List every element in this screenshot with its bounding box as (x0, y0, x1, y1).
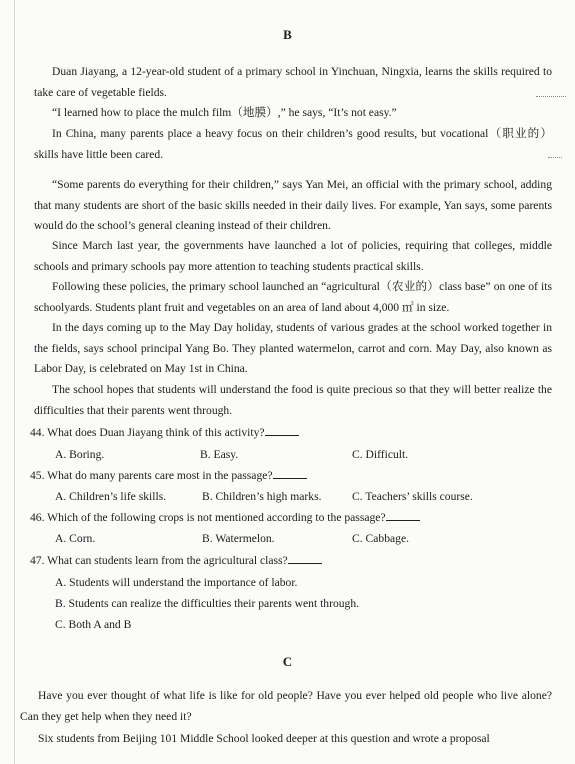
passage-b-paragraph-2: “I learned how to place the mulch film（地膜）,” he says, “It’s not easy.” (52, 106, 397, 119)
option-44-b: B. Easy. (200, 448, 239, 461)
question-46 (30, 510, 420, 526)
passage-c-paragraph-1: Have you ever thought of what life is like for old people? Have you ever helped old people who live alone? Can they get help when they need it? (20, 689, 552, 723)
margin-scribble (548, 157, 562, 159)
passage-b-paragraph-7: In the days coming up to the May Day holiday, students of various grades at the school worked together in the fields, says school principal Yang Bo. They planted watermelon, carrot and corn. May Day, also known as Labor Day, is celebrated on May 1st in China. (34, 321, 552, 375)
option-45-c: C. Teachers’ skills course. (352, 490, 473, 503)
question-45 (30, 468, 307, 484)
option-46-a: A. Corn. (55, 532, 96, 545)
option-47-b: B. Students can realize the difficulties their parents went through. (55, 597, 360, 610)
passage-b-paragraph-6: Following these policies, the primary school launched an “agricultural（农业的）class base” on one of its schoolyards. Students plant fruit and vegetables on an area of land about 4,000 ㎡ in size. (34, 280, 552, 314)
option-46-c: C. Cabbage. (352, 532, 409, 545)
passage-b-paragraph-1: Duan Jiayang, a 12-year-old student of a primary school in Yinchuan, Ningxia, learns the skills required to take care of vegetable fields. (34, 65, 552, 99)
question-44-stem: 44. What does Duan Jiayang think of this activity? (30, 426, 265, 439)
question-47 (30, 553, 322, 569)
answer-blank-45[interactable] (273, 468, 307, 479)
question-46-stem: 46. Which of the following crops is not mentioned according to the passage? (30, 511, 386, 524)
passage-b-paragraph-8: The school hopes that students will understand the food is quite precious so that they will better realize the difficulties that their parents went through. (34, 383, 552, 417)
margin-scribble (536, 96, 566, 98)
passage-c-paragraph-2: Six students from Beijing 101 Middle School looked deeper at this question and wrote a proposal (38, 732, 490, 745)
option-44-a: A. Boring. (55, 448, 105, 461)
answer-blank-47[interactable] (288, 553, 322, 564)
passage-b-paragraph-4: “Some parents do everything for their children,” says Yan Mei, an official with the primary school, adding that many students are short of the basic skills needed in their daily lives. For example, Yan says, some parents would do the school’s general cleaning instead of their children. (34, 178, 552, 232)
section-b-title: B (283, 27, 292, 42)
passage-b-paragraph-3: In China, many parents place a heavy focus on their children’s good results, but vocational（职业的）skills have little been cared. (34, 127, 552, 161)
option-45-a: A. Children’s life skills. (55, 490, 167, 503)
question-47-stem: 47. What can students learn from the agricultural class? (30, 554, 288, 567)
option-45-b: B. Children’s high marks. (202, 490, 322, 503)
option-44-c: C. Difficult. (352, 448, 409, 461)
answer-blank-46[interactable] (386, 510, 420, 521)
question-44 (30, 425, 299, 441)
passage-b-paragraph-5: Since March last year, the governments have launched a lot of policies, requiring that colleges, middle schools and primary schools pay more attention to teaching students practical skills. (34, 239, 552, 273)
page-margin-line (14, 0, 15, 764)
answer-blank-44[interactable] (265, 425, 299, 436)
section-c-title: C (282, 654, 293, 669)
option-46-b: B. Watermelon. (202, 532, 275, 545)
question-45-stem: 45. What do many parents care most in the passage? (30, 469, 273, 482)
option-47-c: C. Both A and B (55, 618, 132, 631)
option-47-a: A. Students will understand the importance of labor. (55, 576, 298, 589)
